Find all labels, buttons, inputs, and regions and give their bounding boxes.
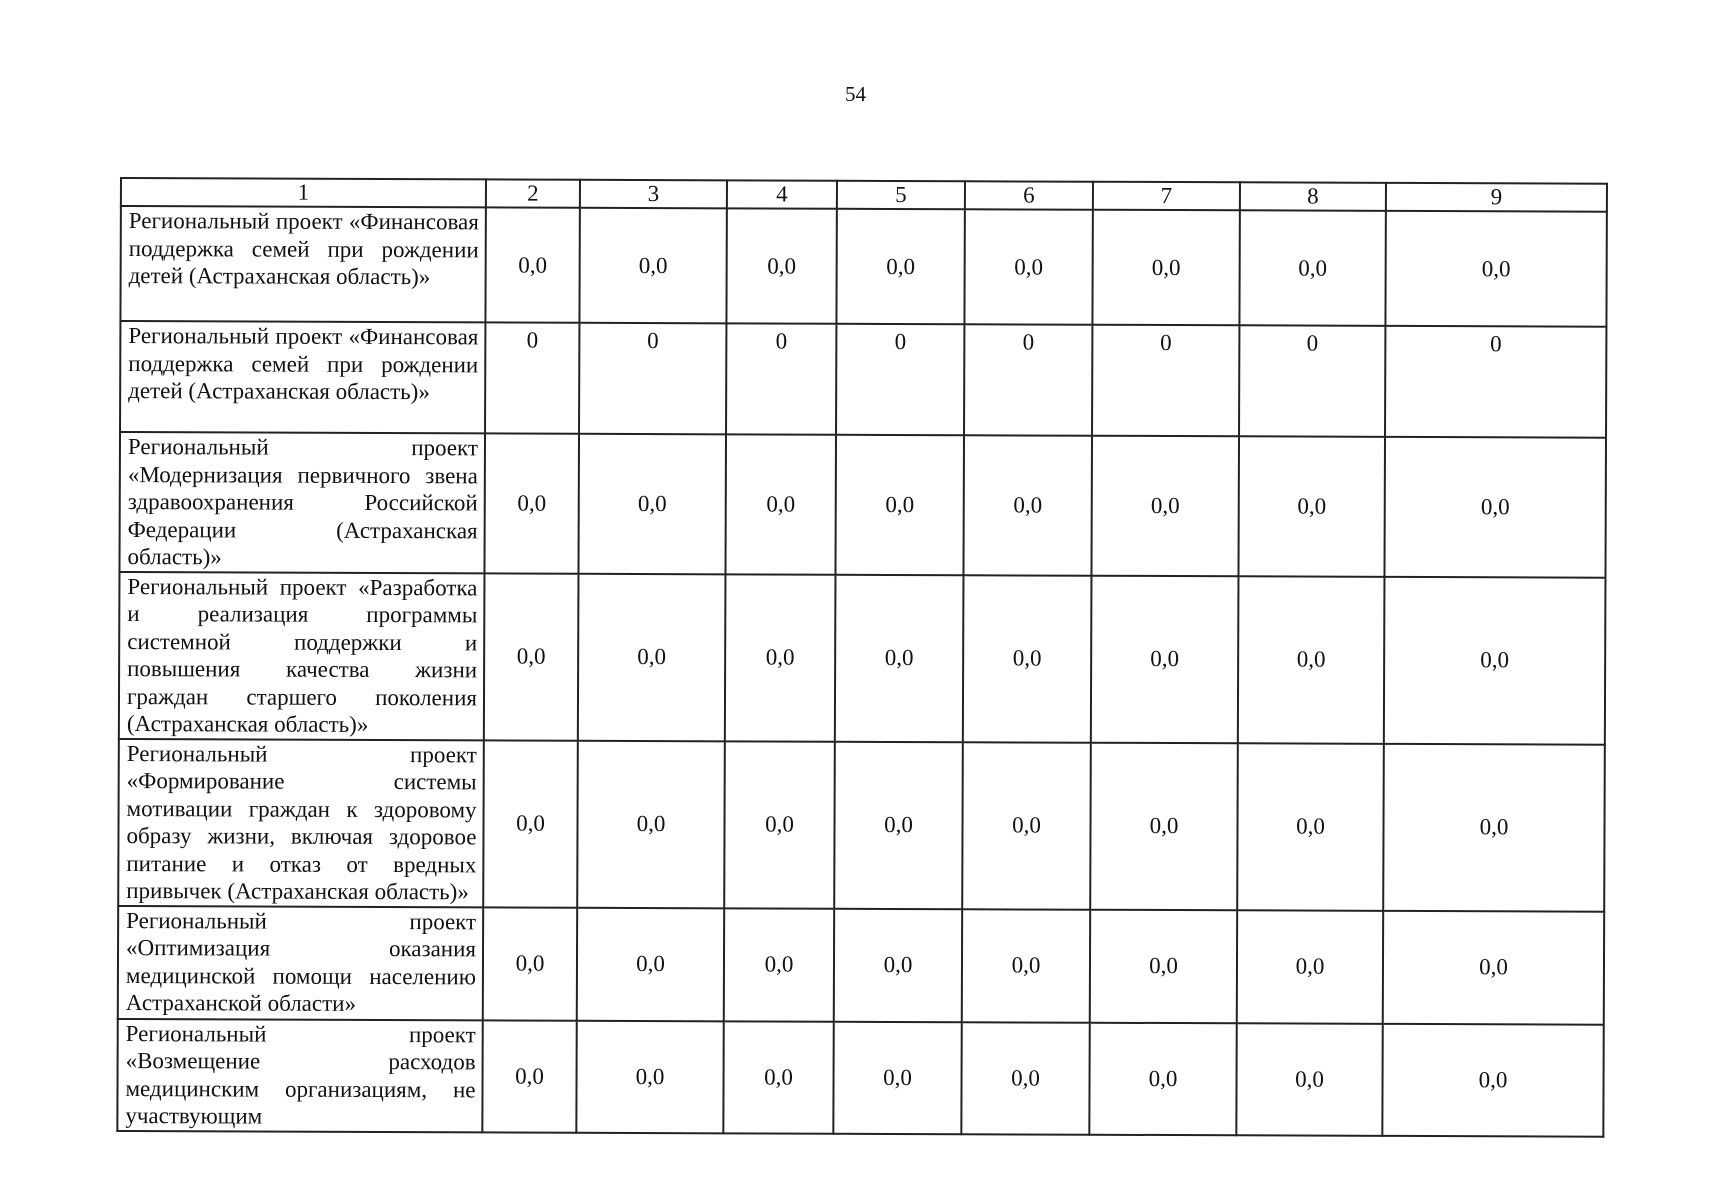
value-cell: 0,0 — [835, 435, 964, 575]
column-header: 1 — [121, 178, 486, 207]
project-name-cell: Региональный проект «Финансовая поддержка семей при рождении детей (Астраханская область)» — [120, 321, 485, 433]
value-cell: 0,0 — [1383, 910, 1604, 1024]
value-cell: 0,0 — [577, 907, 724, 1021]
value-cell: 0,0 — [484, 433, 579, 573]
value-cell: 0,0 — [1237, 743, 1384, 911]
column-header: 2 — [486, 179, 580, 207]
table-row — [118, 738, 1605, 911]
project-name-cell: Региональный проект «Модернизация первичного звена здравоохранения Российской Федерации (Астраханская область)» — [119, 432, 485, 573]
value-cell: 0,0 — [726, 208, 836, 323]
value-cell: 0 — [726, 323, 836, 434]
value-cell: 0,0 — [1236, 1023, 1382, 1136]
column-header: 8 — [1240, 182, 1386, 211]
value-cell: 0,0 — [578, 434, 726, 574]
value-cell: 0,0 — [484, 573, 579, 740]
value-cell: 0,0 — [723, 1021, 833, 1133]
table-row — [120, 206, 1606, 327]
value-cell: 0,0 — [577, 740, 725, 908]
value-cell: 0,0 — [834, 741, 963, 908]
value-cell: 0,0 — [962, 909, 1090, 1022]
value-cell: 0,0 — [1091, 436, 1239, 576]
value-cell: 0,0 — [1238, 576, 1385, 744]
value-cell: 0,0 — [833, 1021, 961, 1133]
value-cell: 0,0 — [963, 575, 1092, 742]
table-row — [119, 432, 1606, 577]
value-cell: 0,0 — [835, 574, 964, 741]
value-cell: 0,0 — [1090, 909, 1237, 1023]
value-cell: 0,0 — [834, 908, 962, 1021]
value-cell: 0,0 — [482, 1020, 576, 1132]
value-cell: 0,0 — [1090, 742, 1238, 910]
project-name-cell: Региональный проект «Возмещение расходов медицинским организациям, не участвующим — [117, 1018, 482, 1131]
table-row — [119, 572, 1606, 745]
value-cell: 0,0 — [1237, 910, 1383, 1024]
project-name-cell: Региональный проект «Финансовая поддержка семей при рождении детей (Астраханская область)» — [120, 206, 485, 322]
value-cell: 0,0 — [724, 908, 834, 1021]
value-cell: 0,0 — [1089, 1022, 1236, 1135]
value-cell: 0,0 — [964, 209, 1092, 324]
value-cell: 0,0 — [1382, 1023, 1603, 1136]
table-body — [117, 206, 1607, 1136]
column-header: 4 — [727, 180, 837, 208]
value-cell: 0,0 — [836, 209, 964, 324]
value-cell: 0,0 — [1383, 743, 1605, 911]
value-cell: 0 — [579, 323, 726, 435]
page-number: 54 — [845, 82, 866, 106]
value-cell: 0,0 — [1384, 437, 1606, 577]
value-cell: 0,0 — [1384, 576, 1606, 744]
value-cell: 0 — [836, 324, 964, 435]
value-cell: 0,0 — [483, 740, 578, 907]
project-name-cell: Региональный проект «Разработка и реализация программы системной поддержки и повышения качества жизни граждан старшего поколения (Астраханская область)» — [119, 572, 485, 740]
column-header: 9 — [1386, 183, 1607, 212]
budget-table — [116, 177, 1608, 1137]
table-row — [120, 321, 1606, 438]
value-cell: 0,0 — [1238, 436, 1385, 576]
value-cell: 0,0 — [483, 907, 577, 1020]
project-name-cell: Региональный проект «Формирование системы мотивации граждан к здоровому образу жизни, включая здоровое питание и отказ от вредных привычек (Астраханская область)» — [118, 738, 484, 906]
value-cell: 0 — [1239, 325, 1385, 437]
table-row — [118, 905, 1604, 1024]
value-cell: 0,0 — [1385, 211, 1606, 327]
table-row — [117, 1018, 1603, 1136]
value-cell: 0,0 — [963, 435, 1092, 575]
value-cell: 0 — [1385, 326, 1606, 438]
project-name-cell: Региональный проект «Оптимизация оказания медицинской помощи населению Астраханской области» — [118, 905, 483, 1019]
value-cell: 0,0 — [578, 573, 726, 741]
column-header: 6 — [965, 181, 1093, 209]
value-cell: 0,0 — [579, 208, 726, 324]
value-cell: 0,0 — [576, 1020, 723, 1133]
value-cell: 0,0 — [724, 741, 835, 908]
budget-table-wrapper — [116, 177, 1606, 1137]
value-cell: 0,0 — [961, 1022, 1089, 1134]
value-cell: 0,0 — [1092, 210, 1239, 326]
value-cell: 0 — [964, 324, 1092, 435]
value-cell: 0,0 — [725, 574, 836, 741]
column-header: 3 — [580, 180, 727, 209]
value-cell: 0,0 — [485, 207, 579, 322]
value-cell: 0,0 — [725, 434, 836, 574]
column-header: 5 — [837, 181, 965, 209]
value-cell: 0,0 — [1091, 575, 1239, 743]
value-cell: 0,0 — [962, 742, 1091, 909]
value-cell: 0,0 — [1239, 210, 1385, 326]
value-cell: 0 — [1092, 325, 1239, 437]
column-header: 7 — [1093, 182, 1240, 211]
value-cell: 0 — [485, 322, 579, 433]
